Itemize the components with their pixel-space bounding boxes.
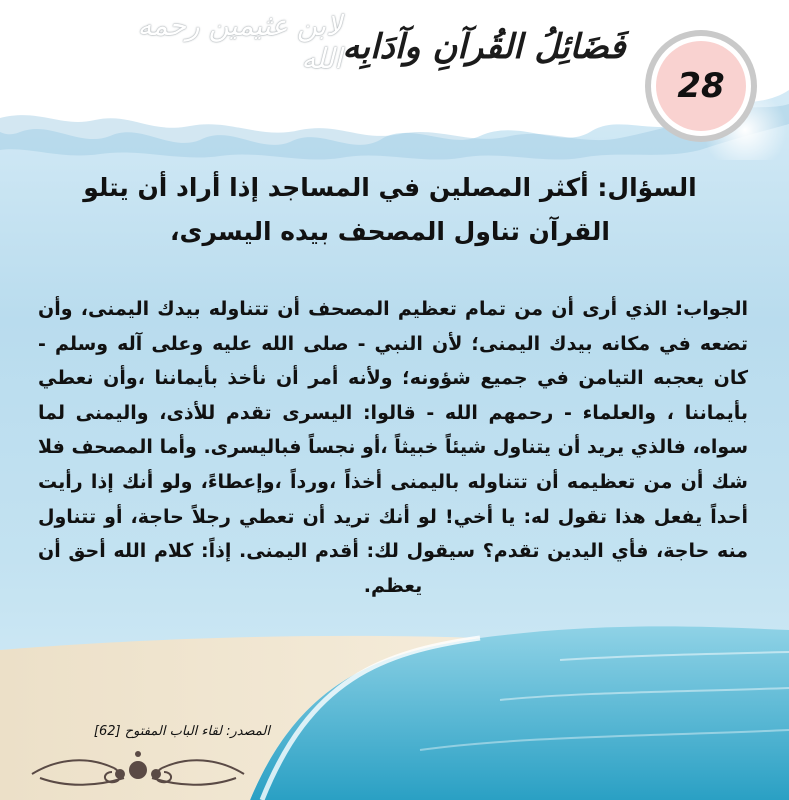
ornament-flourish-icon	[28, 744, 248, 790]
source-citation: المصدر: لقاء الباب المفتوح [62]	[93, 724, 270, 739]
author-signature: لابن عثيمين رحمه الله	[137, 9, 342, 75]
badge-number: 28	[677, 66, 725, 106]
calligraphy-title: فَضَائِلُ القُرآنِ وآدَابِه	[342, 27, 626, 67]
question-text: السؤال: أكثر المصلين في المساجد إذا أراد أن يتلو القرآن تناول المصحف بيده اليسرى،	[83, 173, 697, 246]
answer-text: الجواب: الذي أرى أن من تمام تعظيم المصحف أن تتناوله بيدك اليمنى، وأن تضعه في مكانه بيدك اليمنى؛ لأن النبي - صلى الله عليه وعلى آله وسلم - كان يعجبه التيامن في جميع شؤونه؛ ولأنه أمر أن نأخذ بأيماننا ،وأن نعطي بأيماننا ، والعلماء - رحمهم الله - قالوا: اليسرى تقدم للأذى، واليمنى لما سواه، فالذي يريد أن يتناول شيئاً خبيثاً ،أو نجساً فباليسرى. وأما المصحف فلا شك أن من تعظيمه أن تتناوله باليمنى أخذاً ،ورداً ،وإعطاءً، ولو أنك إذا رأيت أحداً يفعل هذا تقول له: يا أخي! لو أنك تريد أن تعطي رجلاً حاجة، أو تتناول منه حاجة، فأي اليدين تقدم؟ سيقول لك: أقدم اليمنى. إذاً: كلام الله أحق أن يعظم.	[38, 298, 748, 597]
